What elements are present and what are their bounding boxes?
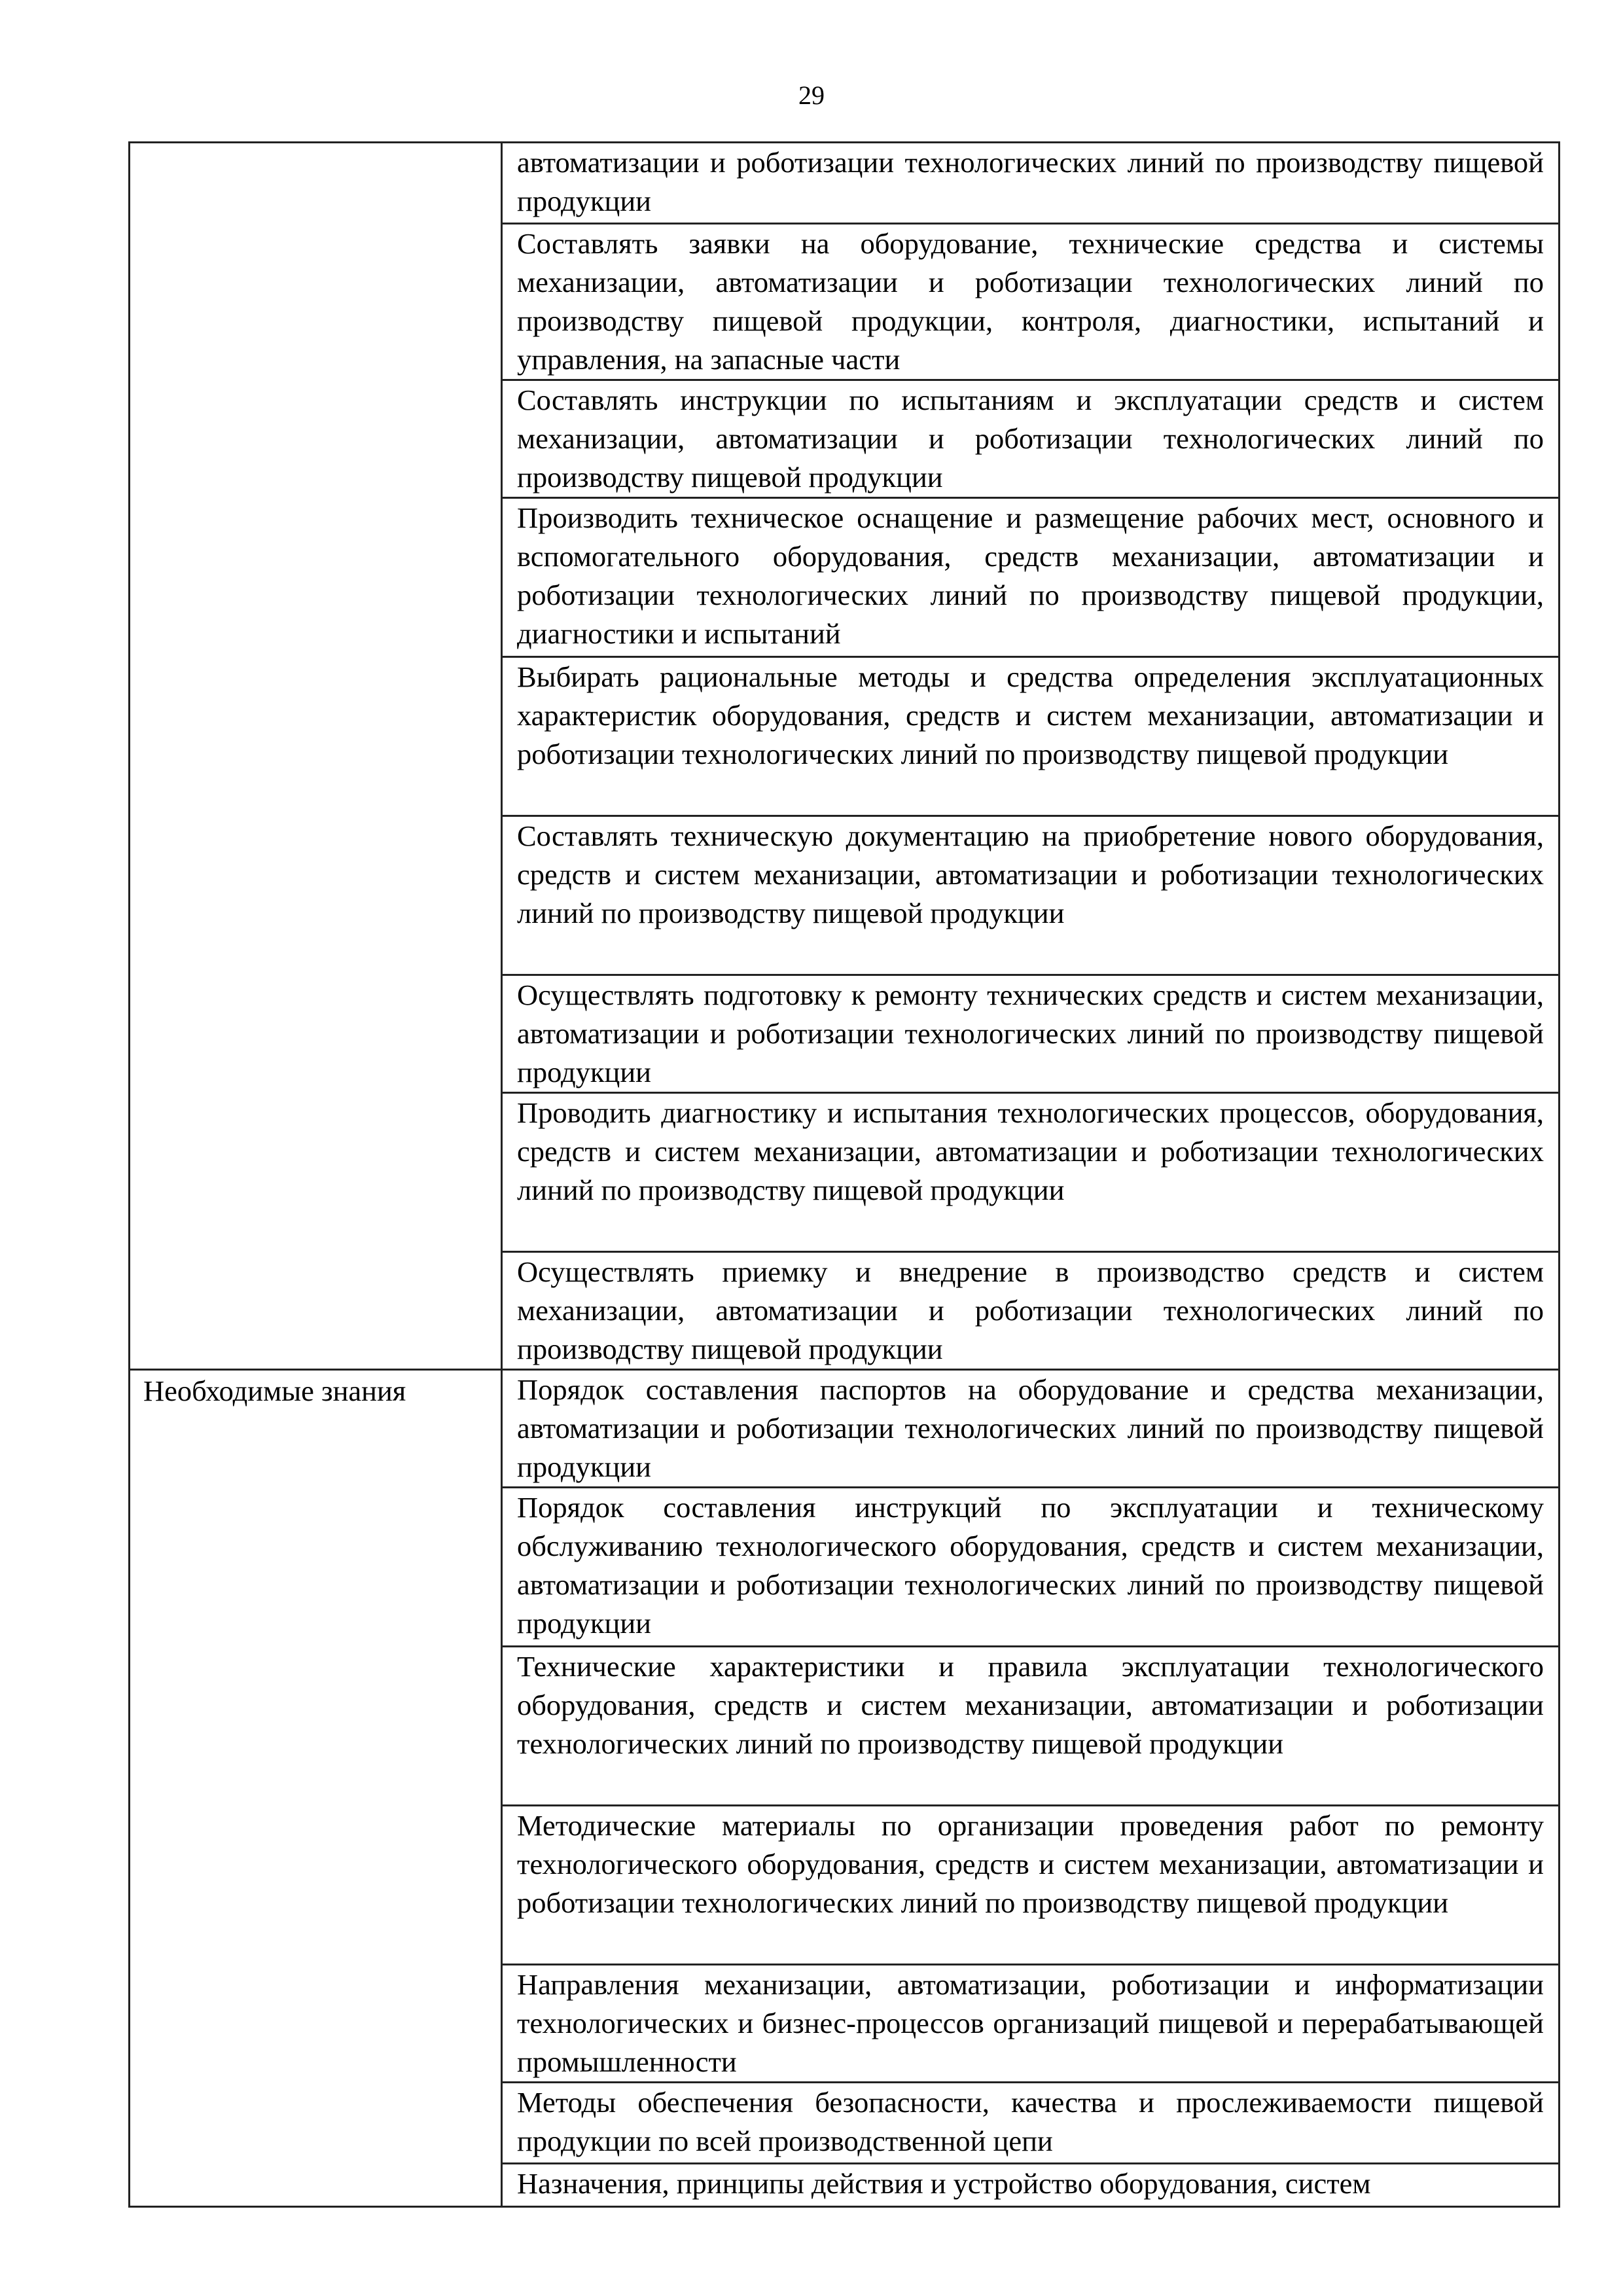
table-cell (502, 816, 1560, 975)
knowledge-text: Направления механизации, автоматизации, роботизации и информатизации технологических и бизнес-процессов организаций пищевой и перерабатывающей промышленности (517, 1968, 1544, 2078)
skills-label-cell (130, 143, 502, 1370)
knowledge-text: Порядок составления паспортов на оборудование и средства механизации, автоматизации и роботизации технологических линий по производству пищевой продукции (517, 1373, 1544, 1483)
skill-text: Выбирать рациональные методы и средства определения эксплуатационных характеристик оборудования, средств и систем механизации, автоматизации и роботизации технологических линий по производству пищевой продукции (517, 660, 1544, 770)
skill-text: Составлять инструкции по испытаниям и эксплуатации средств и систем механизации, автоматизации и роботизации технологических линий по производству пищевой продукции (517, 384, 1544, 493)
knowledge-text: Методы обеспечения безопасности, качества и прослеживаемости пищевой продукции по всей производственной цепи (517, 2086, 1544, 2157)
table-cell (502, 2083, 1560, 2164)
table-cell (502, 498, 1560, 657)
table-cell (502, 1370, 1560, 1488)
skill-text: Проводить диагностику и испытания технологических процессов, оборудования, средств и систем механизации, автоматизации и роботизации технологических линий по производству пищевой продукции (517, 1096, 1544, 1206)
skill-text: Производить техническое оснащение и размещение рабочих мест, основного и вспомогательного оборудования, средств механизации, автоматизации и роботизации технологических линий по производству пищевой продукции, диагностики и испытаний (517, 501, 1544, 650)
knowledge-label: Необходимые знания (143, 1374, 406, 1407)
table-cell (502, 1252, 1560, 1370)
table-row (130, 1370, 1560, 1488)
table-cell (502, 1806, 1560, 1965)
table-row (130, 143, 1560, 224)
skill-text: Составлять заявки на оборудование, технические средства и системы механизации, автоматизации и роботизации технологических линий по производству пищевой продукции, контроля, диагностики, испытаний и управления, на запасные части (517, 227, 1544, 376)
knowledge-text: Порядок составления инструкций по эксплуатации и техническому обслуживанию технологического оборудования, средств и систем механизации, автоматизации и роботизации технологических линий по производству пищевой продукции (517, 1491, 1544, 1640)
knowledge-text: Технические характеристики и правила эксплуатации технологического оборудования, средств и систем механизации, автоматизации и роботизации технологических линий по производству пищевой продукции (517, 1650, 1544, 1760)
skill-text: Осуществлять подготовку к ремонту технических средств и систем механизации, автоматизации и роботизации технологических линий по производству пищевой продукции (517, 978, 1544, 1088)
table-cell (502, 2164, 1560, 2207)
table-cell (502, 1965, 1560, 2083)
knowledge-text: Назначения, принципы действия и устройство оборудования, систем (517, 2167, 1371, 2200)
table-cell (502, 1647, 1560, 1806)
table-cell (502, 1488, 1560, 1647)
skill-text: Составлять техническую документацию на приобретение нового оборудования, средств и систем механизации, автоматизации и роботизации технологических линий по производству пищевой продукции (517, 819, 1544, 929)
table-cell (502, 975, 1560, 1093)
skill-text: Осуществлять приемку и внедрение в производство средств и систем механизации, автоматизации и роботизации технологических линий по производству пищевой продукции (517, 1255, 1544, 1365)
knowledge-text: Методические материалы по организации проведения работ по ремонту технологического оборудования, средств и систем механизации, автоматизации и роботизации технологических линий по производству пищевой продукции (517, 1809, 1544, 1919)
page-number: 29 (798, 81, 825, 110)
knowledge-label-cell (130, 1370, 502, 2207)
table-cell (502, 380, 1560, 498)
skill-text: автоматизации и роботизации технологических линий по производству пищевой продукции (517, 146, 1544, 217)
table-cell (502, 224, 1560, 380)
table-cell (502, 143, 1560, 224)
table-cell (502, 657, 1560, 816)
table-cell (502, 1093, 1560, 1252)
competency-table (128, 141, 1560, 2208)
